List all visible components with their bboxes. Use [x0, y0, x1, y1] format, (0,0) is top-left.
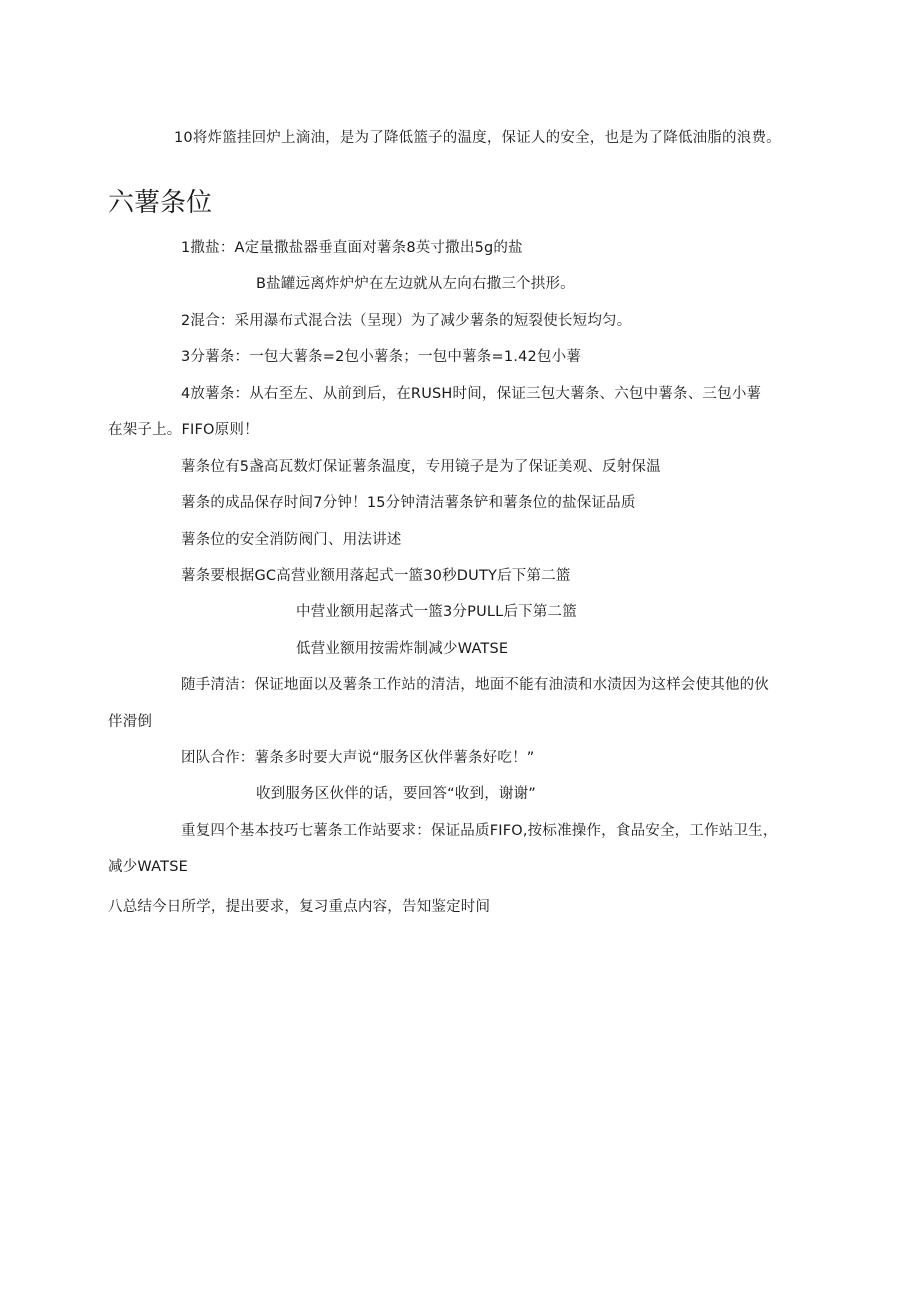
paragraph-mixing: 2混合：采用瀑布式混合法（呈现）为了减少薯条的短裂使长短均匀。: [181, 313, 632, 329]
paragraph-cleaning-line2: 伴滑倒: [108, 714, 153, 730]
section-6-heading: 六薯条位: [108, 188, 213, 218]
paragraph-summary: 八总结今日所学，提出要求，复习重点内容，告知鉴定时间: [108, 899, 491, 915]
paragraph-safety: 薯条位的安全消防阀门、用法讲述: [181, 532, 402, 548]
paragraph-gc-high: 薯条要根据GC高营业额用落起式一篮30秒DUTY后下第二篮: [181, 568, 571, 584]
paragraph-gc-mid: 中营业额用起落式一篮3分PULL后下第二篮: [296, 604, 577, 620]
paragraph-teamwork-line1: 团队合作：薯条多时要大声说“服务区伙伴薯条好吃！”: [181, 750, 535, 766]
paragraph-placing-line1: 4放薯条：从右至左、从前到后，在RUSH时间，保证三包大薯条、六包中薯条、三包小薯: [181, 386, 762, 402]
paragraph-holding-time: 薯条的成品保存时间7分钟！15分钟清洁薯条铲和薯条位的盐保证品质: [181, 495, 636, 511]
paragraph-lamps: 薯条位有5盏高瓦数灯保证薯条温度，专用镜子是为了保证美观、反射保温: [181, 459, 661, 475]
paragraph-salt-a: 1撒盐：A定量撒盐器垂直面对薯条8英寸撒出5g的盐: [181, 240, 523, 256]
paragraph-repeat-line1: 重复四个基本技巧七薯条工作站要求：保证品质FIFO,按标准操作，食品安全，工作站卫生，: [181, 823, 778, 839]
paragraph-gc-low: 低营业额用按需炸制减少WATSE: [296, 641, 509, 657]
paragraph-placing-line2: 在架子上。FIFO原则！: [108, 422, 259, 438]
paragraph-salt-b: B盐罐远离炸炉炉在左边就从左向右撒三个拱形。: [256, 276, 575, 292]
paragraph-cleaning-line1: 随手清洁：保证地面以及薯条工作站的清洁，地面不能有油渍和水渍因为这样会使其他的伙: [181, 677, 769, 693]
paragraph-repeat-line2: 减少WATSE: [108, 859, 188, 875]
paragraph-teamwork-line2: 收到服务区伙伴的话，要回答“收到，谢谢”: [256, 786, 537, 802]
paragraph-portioning: 3分薯条：一包大薯条=2包小薯条；一包中薯条=1.42包小薯: [181, 349, 582, 365]
paragraph-step-10: 10将炸篮挂回炉上滴油，是为了降低篮子的温度，保证人的安全，也是为了降低油脂的浪费。: [174, 130, 781, 146]
